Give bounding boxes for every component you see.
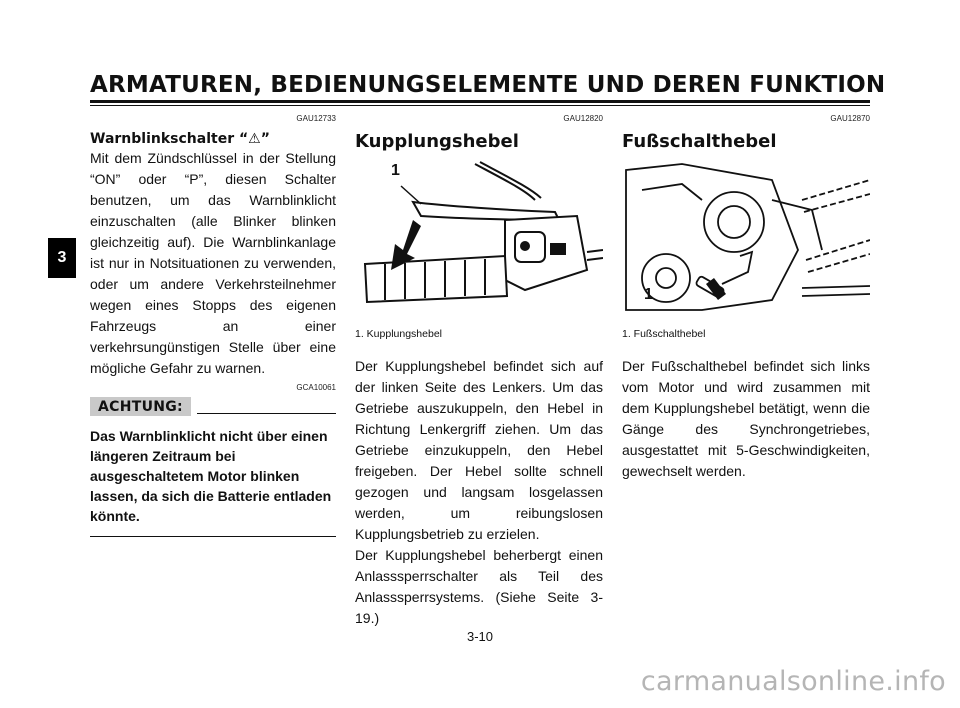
caution-label: ACHTUNG: bbox=[90, 397, 191, 416]
chapter-tab: 3 bbox=[48, 238, 76, 278]
page-title: ARMATUREN, BEDIENUNGSELEMENTE UND DEREN FUNKTION bbox=[90, 72, 886, 98]
section-code: GAU12733 bbox=[296, 114, 336, 123]
clutch-lever-drawing bbox=[355, 160, 603, 322]
caution-rule bbox=[197, 413, 336, 414]
page-number: 3-10 bbox=[466, 629, 494, 644]
figure-caption: 1. Fußschalthebel bbox=[622, 328, 706, 340]
shift-pedal-drawing bbox=[622, 160, 870, 322]
caution-text: Das Warnblinklicht nicht über einen längeren Zeitraum bei ausgeschaltetem Motor blinken lassen, da sich die Batterie entladen könnte. bbox=[90, 426, 336, 537]
column-warnblinkschalter bbox=[90, 114, 336, 537]
section-paragraph-1: Der Kupplungshebel befindet sich auf der linken Seite des Lenkers. Um das Getriebe auszukuppeln, den Hebel in Richtung Lenkergriff ziehen. Um das Getriebe einzukuppeln, den Hebel freigeben. Der Hebel sollte schnell gezogen und langsam losgelassen werden, um reibungslosen Kupplungsbetrieb zu erzielen. bbox=[355, 358, 603, 542]
figure-caption: 1. Kupplungshebel bbox=[355, 328, 442, 340]
section-code: GAU12820 bbox=[563, 114, 603, 123]
column-fussschalthebel bbox=[622, 114, 870, 482]
section-paragraph: Mit dem Zündschlüssel in der Stellung “ON” oder “P”, diesen Schalter benutzen, um das Warnblinklicht einzuschalten (alle Blinker blinken gleichzeitig auf). Die Warnblinkanlage ist nur in Notsituationen zu verwenden, oder um andere Verkehrsteilnehmer wegen eines Stopps des eigenen Fahrzeugs an einer verkehrsungünstigen Stelle über eine mögliche Gefahr zu warnen. bbox=[90, 150, 336, 376]
title-rule-thin bbox=[90, 105, 870, 106]
caution-code: GCA10061 bbox=[296, 383, 336, 392]
section-paragraph-2: Der Kupplungshebel beherbergt einen Anlasssperrschalter als Teil des Anlasssperrsystems. (Siehe Seite 3-19.) bbox=[355, 547, 603, 626]
title-rule bbox=[90, 100, 870, 103]
section-heading: Fußschalthebel bbox=[622, 131, 777, 152]
figure-callout: 1 bbox=[391, 162, 400, 179]
figure-callout: 1 bbox=[644, 286, 653, 303]
watermark: carmanualsonline.info bbox=[640, 666, 946, 697]
caution-header bbox=[90, 397, 336, 416]
section-code: GAU12870 bbox=[830, 114, 870, 123]
shift-pedal-illustration bbox=[622, 160, 870, 322]
section-paragraph: Der Fußschalthebel befindet sich links vom Motor und wird zusammen mit dem Kupplungshebel betätigt, wenn die Gänge des Synchrongetriebes, ausgestattet mit 5-Geschwindigkeiten, gewechselt werden. bbox=[622, 358, 870, 479]
section-heading: Warnblinkschalter “⚠” bbox=[90, 131, 270, 147]
clutch-lever-illustration bbox=[355, 160, 603, 322]
column-kupplungshebel bbox=[355, 114, 603, 629]
section-heading: Kupplungshebel bbox=[355, 131, 519, 152]
